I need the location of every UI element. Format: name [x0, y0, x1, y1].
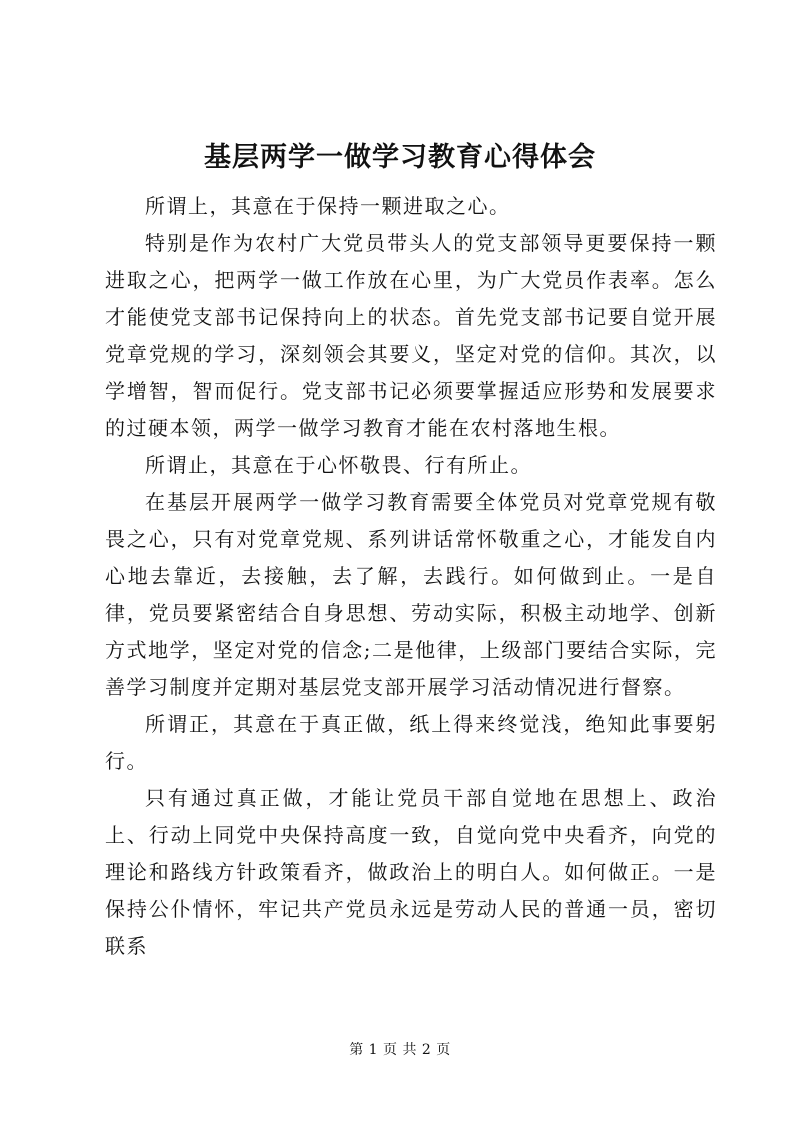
paragraph-4: 在基层开展两学一做学习教育需要全体党员对党章党规有敬畏之心，只有对党章党规、系列讲话常怀敬重之心，才能发自内心地去靠近，去接触，去了解，去践行。如何做到止。一是自律，党员要紧密结合自身思想、劳动实际，积极主动地学、创新方式地学，坚定对党的信念;二是他律，上级部门要结合实际，完善学习制度并定期对基层党支部开展学习活动情况进行督察。: [105, 490, 717, 699]
paragraph-2: 特别是作为农村广大党员带头人的党支部领导更要保持一颗进取之心，把两学一做工作放在心里，为广大党员作表率。怎么才能使党支部书记保持向上的状态。首先党支部书记要自觉开展党章党规的学习，深刻领会其要义，坚定对党的信仰。其次，以学增智，智而促行。党支部书记必须要掌握适应形势和发展要求的过硬本领，两学一做学习教育才能在农村落地生根。: [105, 231, 717, 440]
document-title: 基层两学一做学习教育心得体会: [204, 142, 596, 173]
paragraph-1: 所谓上，其意在于保持一颗进取之心。: [145, 194, 511, 218]
paragraph-6: 只有通过真正做，才能让党员干部自觉地在思想上、政治上、行动上同党中央保持高度一致，自觉向党中央看齐，向党的理论和路线方针政策看齐，做政治上的明白人。如何做正。一是保持公仆情怀，牢记共产党员永远是劳动人民的普通一员，密切联系: [105, 786, 717, 958]
paragraph-5: 所谓正，其意在于真正做，纸上得来终觉浅，绝知此事要躬行。: [105, 712, 717, 773]
paragraph-3: 所谓止，其意在于心怀敬畏、行有所止。: [145, 453, 532, 477]
page-number-footer: 第 1 页 共 2 页: [349, 1042, 451, 1058]
document-body: [105, 188, 717, 965]
